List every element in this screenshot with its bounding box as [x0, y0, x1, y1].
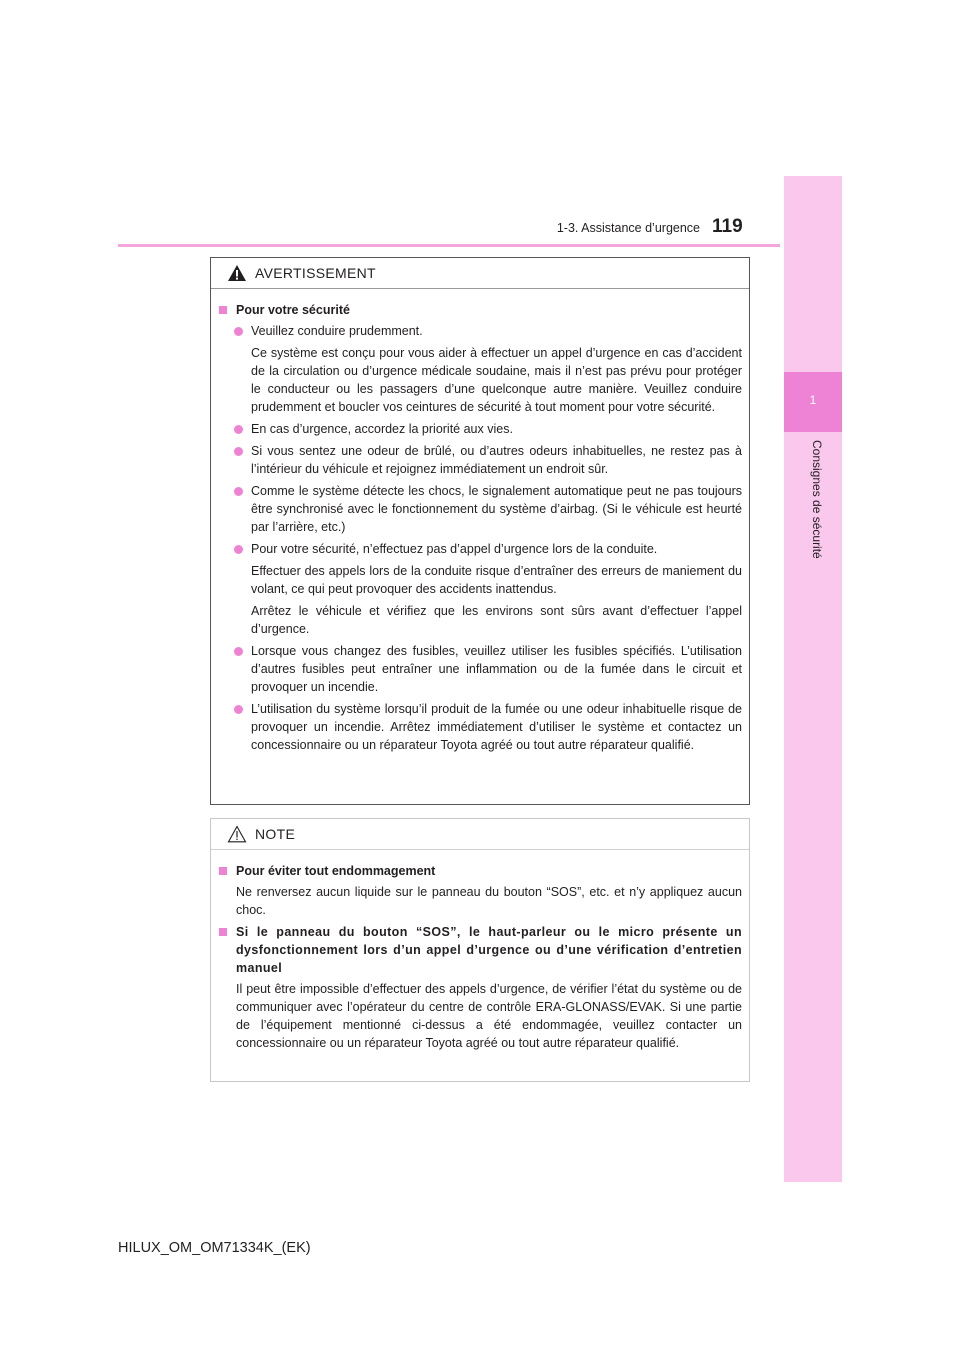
list-item	[218, 700, 742, 754]
paragraph: Il peut être impossible d’effectuer des appels d’urgence, de vérifier l’état du système ou de communiquer avec l’opérateur du centre de contrôle ERA-GLONASS/EVAK. Si une partie de l’équipement mentionné ci-dessus a été endommagée, veuillez contacter un concessionnaire ou un réparateur Toyota agréé ou tout autre réparateur qualifié.	[236, 982, 742, 1050]
bullet-icon	[234, 447, 243, 456]
bullet-icon	[234, 487, 243, 496]
list-item-text: Veuillez conduire prudemment.	[251, 324, 423, 338]
list-item	[218, 540, 742, 558]
note-section-heading	[218, 923, 742, 977]
paragraph: Ce système est conçu pour vous aider à effectuer un appel d’urgence en cas d’accident de la circulation ou d’urgence médicale soudaine, mais il n’est pas prévu pour protéger le conducteur ou les passagers d’une quelconque autre manière. Veuillez conduire prudemment et boucler vos ceintures de sécurité à tout moment pour votre sécurité.	[251, 346, 742, 414]
warning-section-heading	[218, 301, 742, 319]
bullet-icon	[234, 647, 243, 656]
square-bullet-icon	[219, 928, 227, 936]
warning-body	[211, 289, 749, 754]
paragraph: Ne renversez aucun liquide sur le panneau du bouton “SOS”, etc. et n’y appliquez aucun choc.	[236, 885, 742, 917]
list-item-text: Lorsque vous changez des fusibles, veuillez utiliser les fusibles spécifiés. L’utilisation d’autres fusibles peut entraîner une inflammation ou de la fumée dans le circuit et provoquer un incendie.	[251, 644, 742, 694]
list-item	[218, 442, 742, 478]
paragraph: Effectuer des appels lors de la conduite risque d’entraîner des erreurs de maniement du volant, ce qui peut provoquer des accidents inattendus.	[251, 564, 742, 596]
list-item	[218, 322, 742, 340]
note-section-title: Pour éviter tout endommagement	[236, 864, 436, 878]
section-header: 1-3. Assistance d’urgence	[556, 221, 700, 235]
warning-header	[211, 258, 749, 289]
list-item-text: Comme le système détecte les chocs, le signalement automatique peut ne pas toujours être synchronisé avec le fonctionnement du système d’airbag. (Si le véhicule est heurté par l’arrière, etc.)	[251, 484, 742, 534]
header-rule	[118, 244, 780, 247]
note-box	[210, 818, 750, 1082]
chapter-number-tab[interactable]: 1	[784, 372, 842, 432]
list-item-text: Si vous sentez une odeur de brûlé, ou d’autres odeurs inhabituelles, ne restez pas à l’intérieur du véhicule et rejoignez immédiatement un endroit sûr.	[251, 444, 742, 476]
list-item-text: En cas d’urgence, accordez la priorité aux vies.	[251, 422, 513, 436]
note-section-heading	[218, 862, 742, 880]
square-bullet-icon	[219, 867, 227, 875]
caution-triangle-icon	[227, 825, 247, 843]
warning-title: AVERTISSEMENT	[255, 265, 376, 281]
bullet-icon	[234, 327, 243, 336]
paragraph: Arrêtez le véhicule et vérifiez que les environs sont sûrs avant d’effectuer l’appel d’urgence.	[251, 604, 742, 636]
list-item-text: L’utilisation du système lorsqu’il produit de la fumée ou une odeur inhabituelle risque de provoquer un incendie. Arrêtez immédiatement d’utiliser le système et contactez un concessionnaire ou un réparateur Toyota agréé ou tout autre réparateur qualifié.	[251, 702, 742, 752]
list-item	[218, 482, 742, 536]
list-item	[218, 642, 742, 696]
note-header	[211, 819, 749, 850]
note-title: NOTE	[255, 826, 296, 842]
bullet-icon	[234, 545, 243, 554]
note-body	[211, 850, 749, 1052]
chapter-tab-strip	[784, 176, 842, 1182]
warning-section-title: Pour votre sécurité	[236, 303, 350, 317]
list-item-text: Pour votre sécurité, n’effectuez pas d’appel d’urgence lors de la conduite.	[251, 542, 658, 556]
bullet-icon	[234, 705, 243, 714]
warning-triangle-icon	[227, 264, 247, 282]
square-bullet-icon	[219, 306, 227, 314]
note-section-title: Si le panneau du bouton “SOS”, le haut-parleur ou le micro présente un dysfonctionnement lors d’un appel d’urgence ou d’une vérification d’entretien manuel	[236, 925, 742, 975]
warning-box	[210, 257, 750, 805]
page-number: 119	[712, 216, 743, 237]
document-code: HILUX_OM_OM71334K_(EK)	[118, 1240, 311, 1256]
list-item	[218, 420, 742, 438]
bullet-icon	[234, 425, 243, 434]
chapter-title: Consignes de sécurité	[810, 440, 824, 559]
